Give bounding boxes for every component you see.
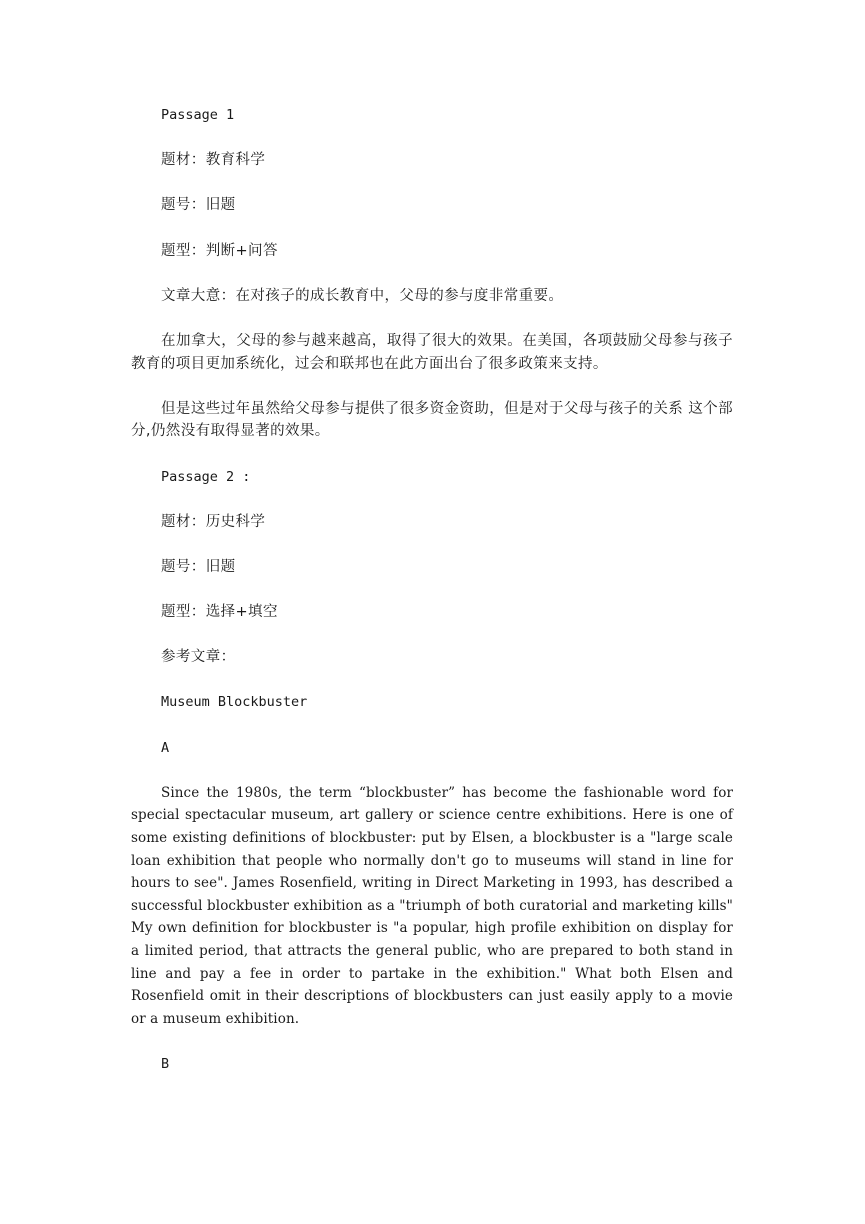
passage-1-type: 题型：判断+问答 xyxy=(161,242,278,259)
passage-2-heading: Passage 2 : xyxy=(161,468,251,485)
section-b-label: B xyxy=(161,1055,170,1072)
passage-2-reference-label: 参考文章： xyxy=(161,649,236,666)
passage-1-paragraph-1: 在加拿大，父母的参与越来越高，取得了很大的效果。在美国，各项鼓励父母参与孩子教育的项目更加系统化，过会和联邦也在此方面出台了很多政策来支持。 xyxy=(131,332,733,372)
passage-2-number: 题号：旧题 xyxy=(161,558,236,575)
passage-1-heading: Passage 1 xyxy=(161,107,235,123)
article-title: Museum Blockbuster xyxy=(161,694,308,711)
passage-2-type: 题型：选择+填空 xyxy=(161,604,278,621)
section-a-paragraph: Since the 1980s, the term “blockbuster” has become the fashionable word for special spectacular museum, art gallery or science centre exhibitions. Here is one of some existing definitions of blockbuster: put by Elsen, a blockbuster is a "large scale loan exhibition that people who normally don't go to museums will stand in line for hours to see". James Rosenfield, writing in Direct Marketing in 1993, has described a successful blockbuster exhibition as a "triumph of both curatorial and marketing kills" My own definition for blockbuster is "a popular, high profile exhibition on display for a limited period, that attracts the general public, who are prepared to both stand in line and pay a fee in order to partake in the exhibition." What both Elsen and Rosenfield omit in their descriptions of blockbusters can just easily apply to a movie or a museum exhibition. xyxy=(131,784,733,1027)
passage-1-paragraph-2: 但是这些过年虽然给父母参与提供了很多资金资助，但是对于父母与孩子的关系 这个部分,仍然没有取得显著的效果。 xyxy=(131,400,733,440)
passage-1-topic: 题材：教育科学 xyxy=(161,152,266,169)
passage-1-number: 题号：旧题 xyxy=(161,197,236,214)
passage-1-summary: 文章大意：在对孩子的成长教育中，父母的参与度非常重要。 xyxy=(161,287,564,304)
section-a-label: A xyxy=(161,739,170,756)
document-page xyxy=(131,104,733,1098)
passage-2-topic: 题材：历史科学 xyxy=(161,513,266,530)
